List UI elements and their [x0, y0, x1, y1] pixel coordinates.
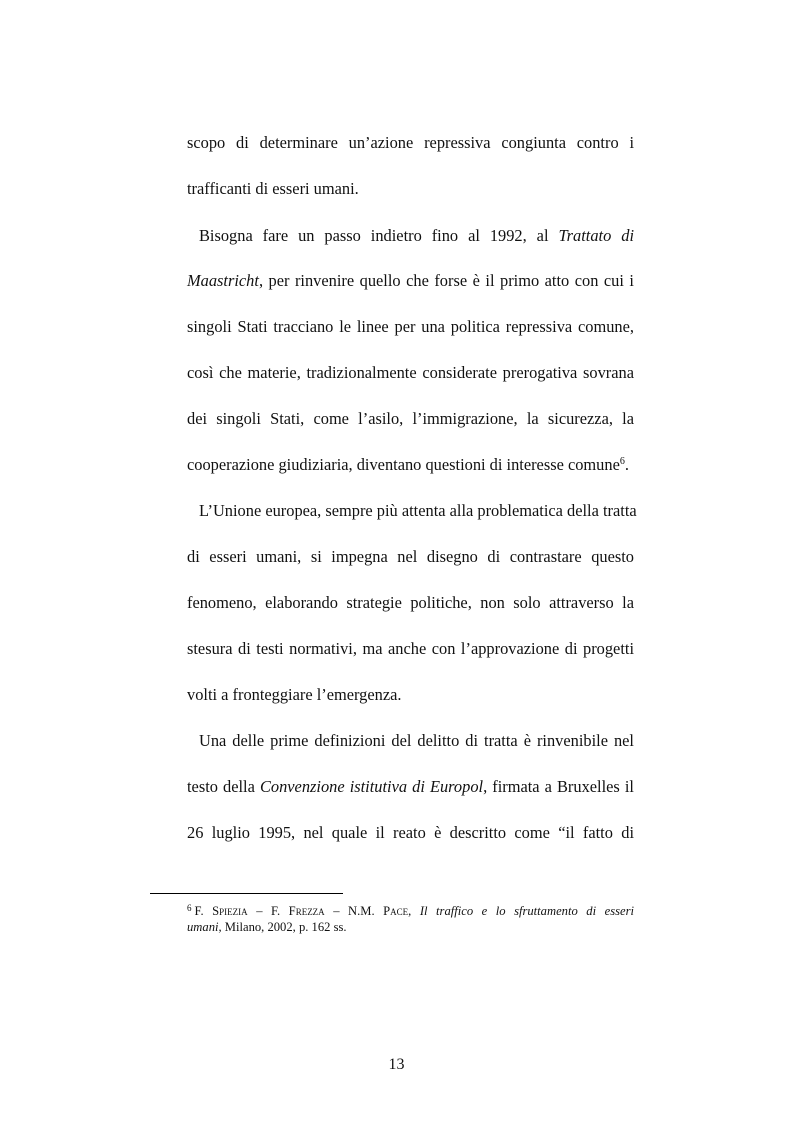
body-line: di esseri umani, si impegna nel disegno di contrastare questo	[187, 547, 634, 566]
footnote-separator	[150, 893, 343, 894]
treaty-title: Trattato di	[558, 226, 635, 245]
footnote-authors: F. Spiezia – F. Frezza – N.M. Pace,	[194, 904, 420, 918]
footnote-line	[187, 903, 634, 919]
body-line: 26 luglio 1995, nel quale il reato è descritto come “il fatto di	[187, 823, 634, 842]
footnote-reference: 6	[619, 456, 625, 467]
page-number: 13	[388, 1056, 405, 1073]
body-line: così che materie, tradizionalmente considerate prerogativa sovrana	[187, 363, 634, 382]
text-run: testo della	[187, 777, 260, 796]
text-run: Bisogna fare un passo indietro fino al 1992, al	[199, 226, 559, 245]
body-line: scopo di determinare un’azione repressiva congiunta contro i	[187, 133, 634, 152]
body-line: stesura di testi normativi, ma anche con l’approvazione di progetti	[187, 639, 634, 658]
body-line: trafficanti di esseri umani.	[187, 179, 359, 198]
body-line: L’Unione europea, sempre più attenta alla problematica della tratta	[199, 501, 637, 520]
footnote-publication: Milano, 2002, p. 162 ss.	[221, 920, 347, 934]
body-line: singoli Stati tracciano le linee per una politica repressiva comune,	[187, 317, 634, 336]
footnote-title: umani,	[187, 920, 222, 934]
body-line: volti a fronteggiare l’emergenza.	[187, 685, 402, 704]
convention-title: Convenzione istitutiva di Europol	[259, 777, 484, 796]
text-run: cooperazione giudiziaria, diventano questioni di interesse comune	[187, 455, 620, 474]
body-line	[199, 226, 634, 246]
body-line: fenomeno, elaborando strategie politiche, non solo attraverso la	[187, 593, 634, 612]
body-line	[187, 455, 634, 475]
treaty-title: Maastricht	[187, 271, 259, 290]
text-run: .	[624, 455, 629, 474]
footnote-line	[187, 919, 634, 935]
text-run: , firmata a Bruxelles il	[483, 777, 634, 796]
body-line: Una delle prime definizioni del delitto di tratta è rinvenibile nel	[199, 731, 634, 750]
footnote-title: Il traffico e lo sfruttamento di esseri	[419, 904, 634, 918]
body-line	[187, 777, 634, 797]
body-line: dei singoli Stati, come l’asilo, l’immigrazione, la sicurezza, la	[187, 409, 634, 428]
footnote-number: 6	[187, 902, 192, 913]
text-run: , per rinvenire quello che forse è il primo atto con cui i	[258, 271, 634, 290]
body-line	[187, 271, 634, 291]
